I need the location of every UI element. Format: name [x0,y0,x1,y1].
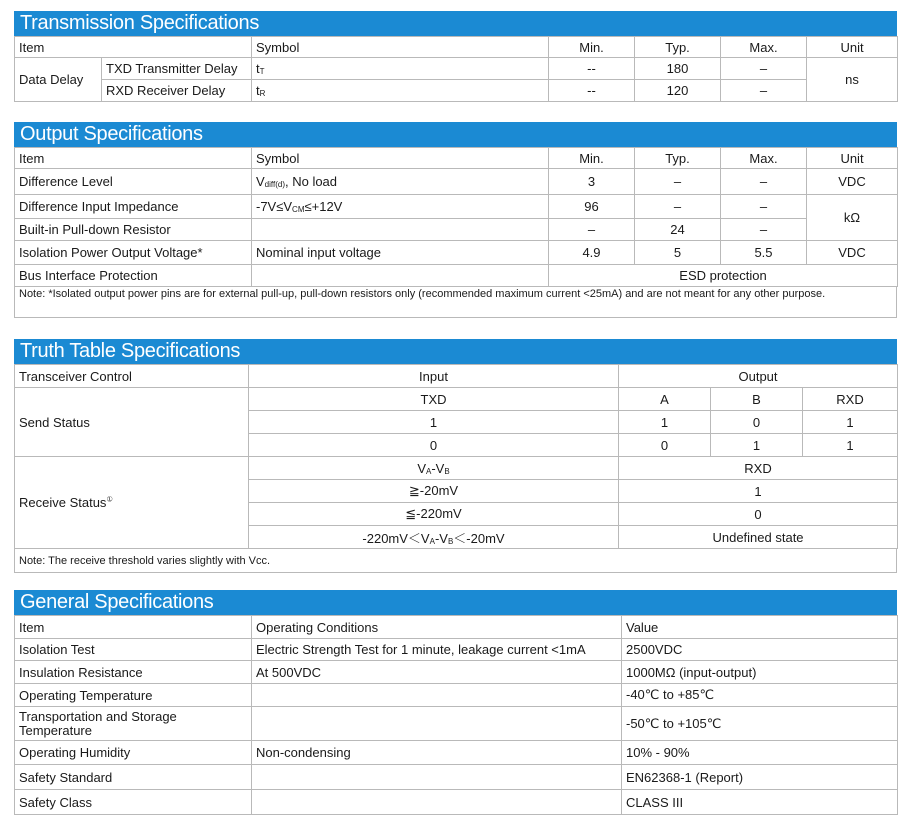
row-item: Safety Standard [15,765,252,790]
cell-output: Undefined state [619,526,898,549]
col-header-unit: Unit [807,37,898,58]
row-min: -- [549,58,635,80]
row-max: – [721,195,807,219]
row-item: Bus Interface Protection [15,265,252,287]
row-conditions: Electric Strength Test for 1 minute, leakage current <1mA [252,639,622,661]
cell-input: ≧-20mV [249,480,619,503]
table-row [15,741,898,765]
delay-unit: ns [807,58,898,102]
table-row [15,388,898,411]
col-header-max: Max. [721,37,807,58]
row-value: -40℃ to +85℃ [622,684,898,707]
row-value: ESD protection [549,265,898,287]
cell-output: 0 [619,503,898,526]
general-title: General Specifications [14,590,897,615]
row-typ: 120 [635,80,721,102]
output-note: Note: *Isolated output power pins are for external pull-up, pull-down resistors only (recommended maximum current <25mA) and are not meant for any other purpose. [14,287,897,318]
row-symbol: $t_R$ [252,80,549,102]
table-row [15,58,898,80]
row-unit: VDC [807,169,898,195]
truth-table [14,364,898,549]
row-value: 2500VDC [622,639,898,661]
row-max: – [721,80,807,102]
data-delay-label: Data Delay [15,58,102,102]
col-header-symbol: Symbol [252,148,549,169]
row-typ: – [635,169,721,195]
cell-b: 0 [711,411,803,434]
col-header-value: Value [622,616,898,639]
transmission-title: Transmission Specifications [14,11,897,36]
row-value: 1000MΩ (input-output) [622,661,898,684]
row-unit: VDC [807,241,898,265]
table-row [15,639,898,661]
table-row [15,219,898,241]
col-header-item: Item [15,148,252,169]
col-header-min: Min. [549,37,635,58]
row-conditions [252,765,622,790]
row-item: Operating Temperature [15,684,252,707]
row-conditions [252,707,622,741]
cell-b: 1 [711,434,803,457]
row-conditions: Non-condensing [252,741,622,765]
cell-txd: 0 [249,434,619,457]
truth-title: Truth Table Specifications [14,339,897,364]
row-min: – [549,219,635,241]
row-conditions: At 500VDC [252,661,622,684]
row-min: -- [549,80,635,102]
cell-a: 0 [619,434,711,457]
row-symbol: $t_T$ [252,58,549,80]
row-min: 4.9 [549,241,635,265]
row-typ: – [635,195,721,219]
row-name: TXD Transmitter Delay [102,58,252,80]
table-row [15,457,898,480]
output-title: Output Specifications [14,122,897,147]
receive-col-input: $V_A-V_B$ [249,457,619,480]
col-header-input: Input [249,365,619,388]
row-min: 96 [549,195,635,219]
table-row [15,790,898,815]
send-col-txd: TXD [249,388,619,411]
row-value: EN62368-1 (Report) [622,765,898,790]
table-row [15,195,898,219]
row-symbol: Nominal input voltage [252,241,549,265]
general-section [14,590,897,815]
col-header-min: Min. [549,148,635,169]
table-header-row [15,616,898,639]
send-col-a: A [619,388,711,411]
output-table [14,147,898,287]
row-value: -50℃ to +105℃ [622,707,898,741]
row-item: Isolation Power Output Voltage* [15,241,252,265]
cell-txd: 1 [249,411,619,434]
row-max: – [721,58,807,80]
col-header-typ: Typ. [635,148,721,169]
transmission-table [14,36,898,102]
truth-note: Note: The receive threshold varies slightly with Vcc. [14,549,897,573]
row-item: Operating Humidity [15,741,252,765]
col-header-conditions: Operating Conditions [252,616,622,639]
impedance-unit: kΩ [807,195,898,241]
row-max: 5.5 [721,241,807,265]
row-item: Safety Class [15,790,252,815]
row-max: – [721,219,807,241]
row-symbol: $V_{diff(d)}$, No load [252,169,549,195]
col-header-item: Item [15,37,252,58]
receive-col-rxd: RXD [619,457,898,480]
row-name: RXD Receiver Delay [102,80,252,102]
col-header-control: Transceiver Control [15,365,249,388]
row-symbol [252,219,549,241]
table-header-row [15,148,898,169]
cell-input: $-220mV<V_A-V_B<-20mV$ [249,526,619,549]
col-header-symbol: Symbol [252,37,549,58]
row-symbol: $-7V\le V_{CM}\le+12V$ [252,195,549,219]
table-row [15,684,898,707]
row-typ: 24 [635,219,721,241]
col-header-typ: Typ. [635,37,721,58]
truth-section [14,339,897,573]
col-header-item: Item [15,616,252,639]
row-item: Isolation Test [15,639,252,661]
row-conditions [252,790,622,815]
cell-a: 1 [619,411,711,434]
cell-output: 1 [619,480,898,503]
table-row [15,661,898,684]
col-header-unit: Unit [807,148,898,169]
table-row [15,241,898,265]
row-symbol [252,265,549,287]
row-conditions [252,684,622,707]
general-table [14,615,898,815]
table-row [15,765,898,790]
row-typ: 5 [635,241,721,265]
row-value: 10% - 90% [622,741,898,765]
send-status-label: Send Status [15,388,249,457]
row-item: Difference Level [15,169,252,195]
row-value: CLASS III [622,790,898,815]
table-row [15,80,898,102]
cell-rxd: 1 [803,434,898,457]
send-col-b: B [711,388,803,411]
table-row [15,707,898,741]
row-item: Insulation Resistance [15,661,252,684]
row-item: Transportation and Storage Temperature [15,707,252,741]
output-section [14,122,897,318]
table-row [15,169,898,195]
receive-status-label: Receive Status① [15,457,249,549]
row-item: Built-in Pull-down Resistor [15,219,252,241]
row-item: Difference Input Impedance [15,195,252,219]
cell-input: ≦-220mV [249,503,619,526]
row-max: – [721,169,807,195]
col-header-max: Max. [721,148,807,169]
table-header-row [15,365,898,388]
col-header-output: Output [619,365,898,388]
send-col-rxd: RXD [803,388,898,411]
cell-rxd: 1 [803,411,898,434]
table-header-row [15,37,898,58]
row-typ: 180 [635,58,721,80]
row-min: 3 [549,169,635,195]
transmission-section [14,11,897,102]
table-row [15,265,898,287]
